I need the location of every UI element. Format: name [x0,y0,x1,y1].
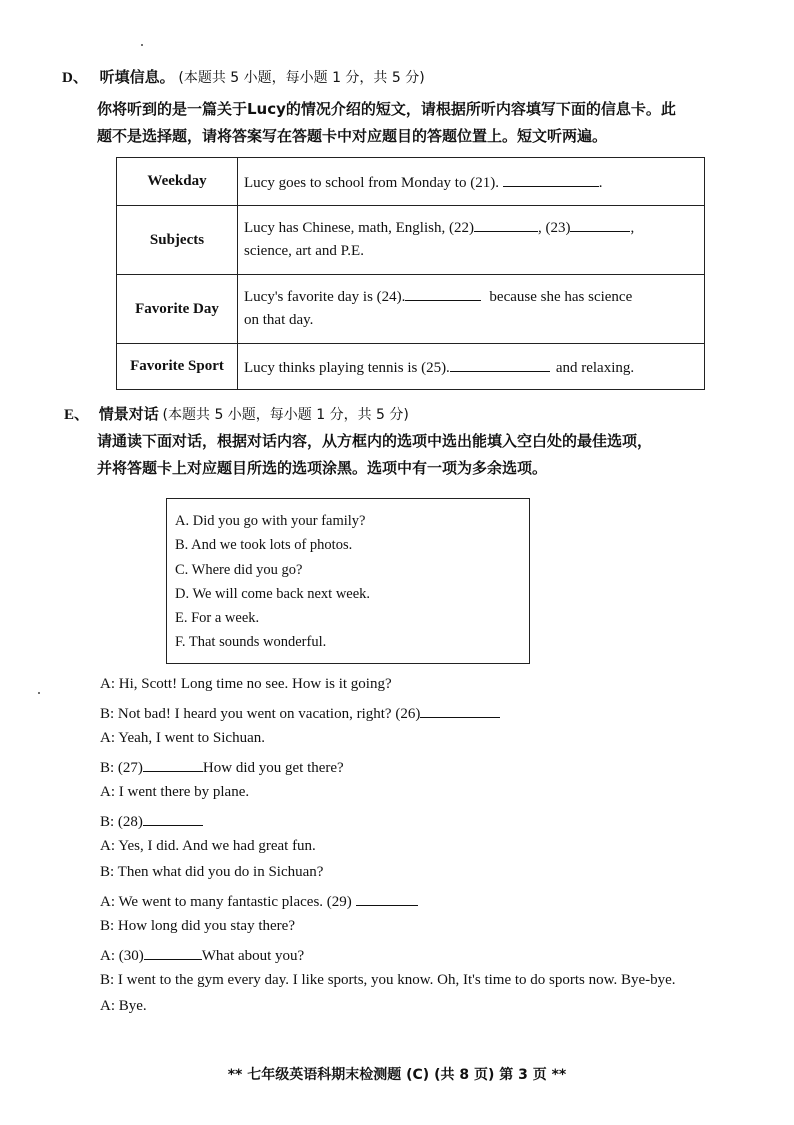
answer-blank-23 [570,217,630,232]
page-footer: ** 七年级英语科期末检测题 (C) (共 8 页) 第 3 页 ** [227,1067,567,1083]
section-e-score: (本题共 5 小题，每小题 1 分，共 5 分) [162,407,409,423]
table-row [117,275,705,344]
dialogue-text: A: We went to many fantastic places. (29) [100,894,352,910]
row-text-line-2: on that day. [244,312,314,328]
row-label-favorite-day: Favorite Day [117,275,238,344]
row-text-end: . [598,174,603,191]
row-text-mid: , (23) [537,220,571,236]
section-d-instruction-line-1: 你将听到的是一篇关于Lucy的情况介绍的短文，请根据所听内容填写下面的信息卡。此 [97,100,676,118]
row-content-favorite-sport [238,344,705,390]
row-content-weekday [238,158,705,206]
section-e-title: 情景对话 [98,405,159,423]
option-e: E. For a week. [175,610,260,627]
answer-blank-27 [143,757,203,772]
dialogue-line [100,945,304,965]
section-e-instruction-line-1: 请通读下面对话，根据对话内容，从方框内的选项中选出能填入空白处的最佳选项， [97,432,653,450]
answer-blank-30 [144,945,202,960]
section-d-score: (本题共 5 小题，每小题 1 分，共 5 分) [178,70,425,86]
table-row [117,206,705,275]
answer-blank-28 [143,811,203,826]
dialogue-line [100,703,500,723]
row-text-line-2: science, art and P.E. [244,243,364,259]
row-text: Lucy goes to school from Monday to (21). [244,174,499,191]
dialogue-line [100,757,344,777]
dialogue-text: B: Then what did you do in Sichuan? [100,864,324,880]
option-d: D. We will come back next week. [175,585,371,602]
dialogue-text: B: How long did you stay there? [100,918,295,934]
row-text: Lucy's favorite day is (24). [244,289,406,305]
dialogue-text: A: (30) [100,948,144,964]
dialogue-text-after: What about you? [201,948,305,964]
section-d-instruction-line-2: 题不是选择题，请将答案写在答题卡中对应题目的答题位置上。短文听两遍。 [97,127,608,145]
option-b: B. And we took lots of photos. [175,537,353,554]
dialogue-line [100,972,676,989]
section-d-title: 听填信息。 [99,68,175,86]
row-text: Lucy thinks playing tennis is (25). [244,359,450,376]
dialogue-text: A: I went there by plane. [100,784,250,800]
dialogue-text: A: Yeah, I went to Sichuan. [100,730,265,746]
dialogue-text: B: Not bad! I heard you went on vacation, right? (26) [100,706,421,722]
dialogue-text-after: How did you get there? [202,760,344,776]
option-c: C. Where did you go? [175,561,303,578]
table-row [117,344,705,390]
dialogue-line [100,891,418,911]
option-a: A. Did you go with your family? [175,513,366,529]
answer-blank-22 [474,217,538,232]
scan-speck [141,44,143,46]
dialogue-text: A: Hi, Scott! Long time no see. How is it going? [100,676,392,692]
dialogue-text: B: I went to the gym every day. I like sports, you know. Oh, It's time to do sports now. Bye-bye. [100,972,676,988]
dialogue-line [100,998,147,1015]
dialogue-line [100,918,295,935]
dialogue-text: B: (27) [100,760,143,776]
row-label-weekday: Weekday [117,158,238,206]
row-text-end: and relaxing. [555,359,635,376]
dialogue-text: B: (28) [100,814,143,830]
answer-blank-24 [405,286,481,301]
dialogue-text: A: Yes, I did. And we had great fun. [100,838,316,854]
option-f: F. That sounds wonderful. [175,634,327,651]
info-card-table [116,157,705,390]
table-row [117,158,705,206]
row-label-favorite-sport: Favorite Sport [117,344,238,390]
dialogue-line [100,838,316,855]
dialogue-line [100,676,392,693]
answer-blank-29 [356,891,418,906]
row-content-subjects [238,206,705,275]
section-e-header [64,403,409,424]
row-text: Lucy has Chinese, math, English, (22) [244,220,474,236]
section-e-letter: E、 [64,407,90,423]
dialogue-line [100,811,203,831]
section-d-letter: D、 [62,70,88,86]
dialogue-line [100,784,249,801]
row-label-subjects: Subjects [117,206,238,275]
row-text-end: because she has science [489,289,633,305]
dialogue-line [100,864,323,881]
answer-blank-25 [450,357,550,372]
section-d-header [62,66,425,87]
row-content-favorite-day [238,275,705,344]
answer-blank-21 [503,172,599,187]
options-box [166,498,530,664]
row-text-end: , [630,220,635,236]
section-e-instruction-line-2: 并将答题卡上对应题目所选的选项涂黑。选项中有一项为多余选项。 [97,459,548,477]
dialogue-line [100,730,265,747]
dialogue-text: A: Bye. [100,998,147,1014]
scan-speck [38,692,40,694]
answer-blank-26 [420,703,500,718]
